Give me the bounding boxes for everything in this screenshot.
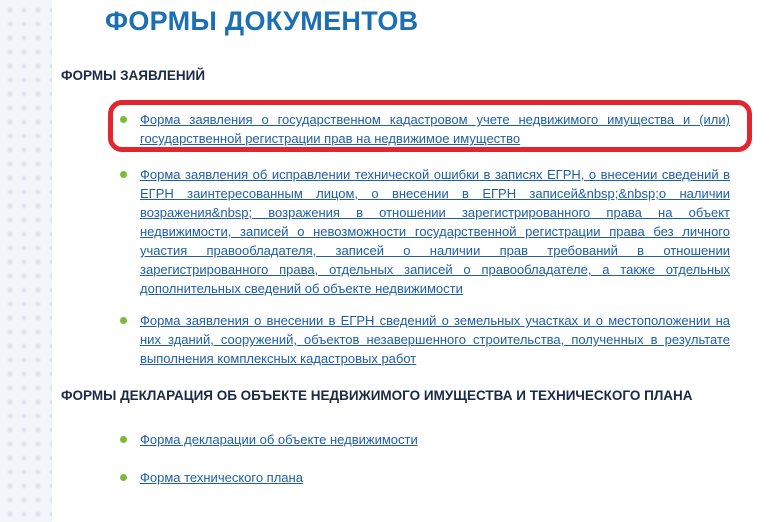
section-heading-applications: ФОРМЫ ЗАЯВЛЕНИЙ	[61, 68, 206, 83]
page-title: ФОРМЫ ДОКУМЕНТОВ	[105, 6, 419, 36]
link-declaration-form[interactable]: Форма декларации об объекте недвижимости	[140, 432, 418, 447]
link-cadastral-registration-form[interactable]: Форма заявления о государственном кадастровом учете недвижимого имущества и (или) государственной регистрации прав на недвижимое имущество	[140, 112, 730, 146]
decorative-side-pattern	[0, 0, 52, 522]
link-technical-error-correction-form[interactable]: Форма заявления об исправлении технической ошибки в записях ЕГРН, о внесении сведений в ЕГРН заинтересованным лицом, о внесении в ЕГРН записей&nbsp;&nbsp;о наличии возражения&nbsp; возражения в отношении зарегистрированного права на объект недвижимости, записей о невозможности государственной регистрации права без личного участия правообладателя, записей о наличии прав требований в отношении зарегистрированного права, отдельных записей о правообладателе, а также отдельных дополнительных сведений об объекте недвижимости	[140, 167, 730, 296]
bullet-icon	[120, 171, 127, 178]
link-technical-plan-form[interactable]: Форма технического плана	[140, 470, 303, 485]
list-item	[140, 165, 730, 298]
list-item	[140, 311, 730, 368]
bullet-icon	[120, 116, 127, 123]
list-item	[140, 110, 730, 148]
section-heading-declarations: ФОРМЫ ДЕКЛАРАЦИЯ ОБ ОБЪЕКТЕ НЕДВИЖИМОГО ИМУЩЕСТВА И ТЕХНИЧЕСКОГО ПЛАНА	[61, 388, 693, 403]
bullet-icon	[120, 317, 127, 324]
link-land-plots-info-form[interactable]: Форма заявления о внесении в ЕГРН сведений о земельных участках и о местоположении на них зданий, сооружений, объектов незавершенного строительства, полученных в результате выполнения комплексных кадастровых работ	[140, 313, 730, 366]
list-item	[140, 430, 730, 449]
list-item	[140, 468, 730, 487]
bullet-icon	[120, 436, 127, 443]
bullet-icon	[120, 474, 127, 481]
